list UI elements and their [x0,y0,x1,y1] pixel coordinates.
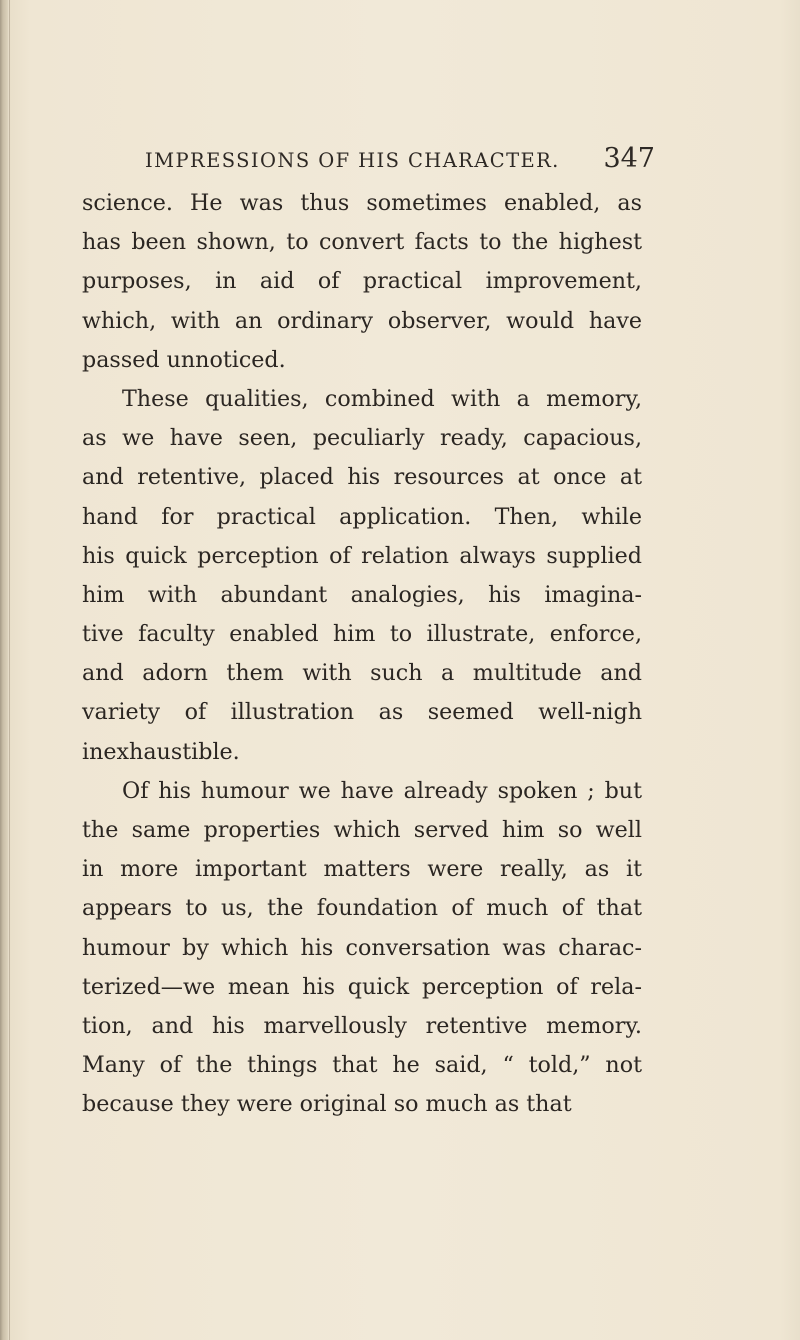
text-line: because they were original so much as that [82,1091,572,1118]
text-line: tion, and his marvellously retentive memory. [82,1012,642,1039]
text-line: him with abundant analogies, his imagina- [82,581,642,608]
text-line: tive faculty enabled him to illustrate, enforce, [82,621,642,648]
text-line: appears to us, the foundation of much of that [82,895,642,922]
text-line: Of his humour we have already spoken ; but [122,777,642,804]
text-line: the same properties which served him so well [82,817,642,843]
gutter-line [9,0,10,1340]
page-header [145,143,655,179]
text-line: and adorn them with such a multitude and [82,660,642,687]
text-line: which, with an ordinary observer, would have [82,307,642,334]
text-line: Many of the things that he said, “ told,” not [82,1052,642,1079]
text-line: purposes, in aid of practical improvement, [82,268,642,295]
page-gutter [0,0,8,1340]
text-line: in more important matters were really, as it [82,856,642,883]
text-line: inexhaustible. [82,738,240,765]
text-line: science. He was thus sometimes enabled, as [82,190,642,216]
text-line: passed unnoticed. [82,346,286,373]
text-line: humour by which his conversation was charac- [82,934,642,961]
text-line: his quick perception of relation always supplied [82,542,642,569]
text-line: These qualities, combined with a memory, [122,385,642,412]
text-line: terized—we mean his quick perception of rela- [82,973,642,1000]
text-line: and retentive, placed his resources at once at [82,464,642,491]
page-number: 347 [603,143,655,174]
text-line: variety of illustration as seemed well-nigh [82,699,642,726]
text-line: has been shown, to convert facts to the highest [82,229,642,256]
text-line: hand for practical application. Then, while [82,503,642,530]
text-line: as we have seen, peculiarly ready, capacious, [82,425,642,452]
running-head: IMPRESSIONS OF HIS CHARACTER. [145,149,560,172]
body-text [82,184,642,1125]
